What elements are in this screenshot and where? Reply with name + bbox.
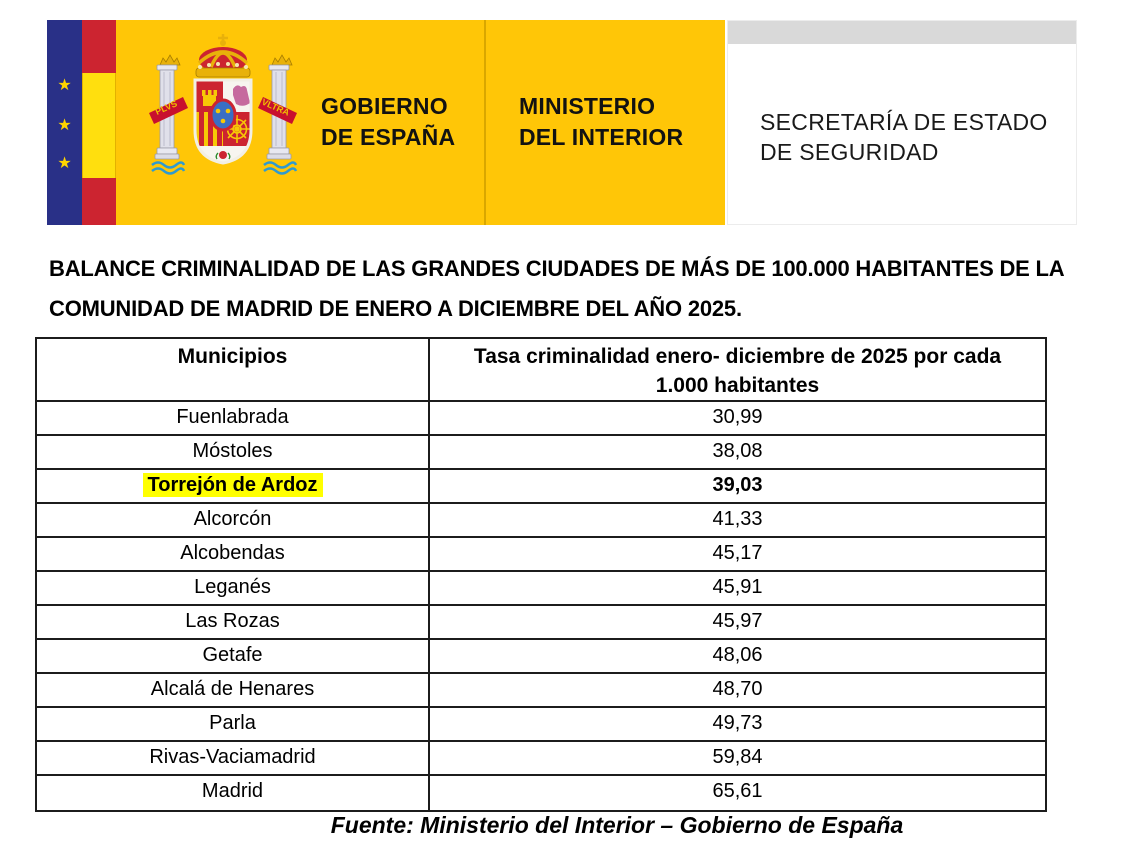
page-title-line2: COMUNIDAD DE MADRID DE ENERO A DICIEMBRE DEL AÑO 2025.: [49, 296, 742, 321]
eu-star-icon: ★: [57, 155, 72, 172]
tasa-cell: 45,97: [712, 610, 763, 632]
eu-star-icon: ★: [57, 77, 72, 94]
eu-flag-band: [47, 20, 82, 225]
table-row: [37, 742, 1045, 776]
municipio-name: Fuenlabrada: [176, 406, 289, 428]
municipio-cell: [37, 708, 430, 740]
column-header-tasa-line2: 1.000 habitantes: [655, 374, 820, 397]
table-row: [37, 504, 1045, 538]
ministerio-line2: DEL INTERIOR: [519, 124, 684, 150]
motto-ultra: VLTRA: [260, 96, 292, 118]
table-row: [37, 674, 1045, 708]
crime-table-body: [37, 402, 1045, 810]
flag-red-top: [82, 20, 116, 73]
municipio-name: Madrid: [201, 780, 264, 802]
municipio-name: Torrejón de Ardoz: [143, 473, 323, 497]
municipio-cell: [37, 504, 430, 536]
ministerio-line1: MINISTERIO: [519, 93, 656, 119]
secretaria-line1: SECRETARÍA DE ESTADO: [760, 109, 1048, 135]
gobierno-line2: DE ESPAÑA: [321, 124, 456, 150]
government-header: [47, 20, 1077, 225]
table-row: [37, 402, 1045, 436]
secretaria-panel: [727, 20, 1077, 225]
eu-star-icon: ★: [57, 117, 72, 134]
gobierno-line1: GOBIERNO: [321, 93, 448, 119]
tasa-cell: 45,91: [712, 576, 763, 598]
column-header-tasa: [430, 339, 1045, 400]
municipio-name: Alcorcón: [193, 508, 272, 530]
spain-coat-of-arms-icon: [148, 31, 298, 193]
municipio-cell: [37, 538, 430, 570]
tasa-cell: 45,17: [712, 542, 763, 564]
royal-crown-icon: [196, 34, 250, 77]
municipio-cell: [37, 776, 430, 810]
ministerio-title: [519, 91, 683, 153]
tasa-cell: 49,73: [712, 712, 763, 734]
column-header-tasa-line1: Tasa criminalidad enero- diciembre de 2025 por cada: [473, 345, 1002, 368]
municipio-cell: [37, 436, 430, 468]
tasa-cell: 38,08: [712, 440, 763, 462]
table-row: [37, 470, 1045, 504]
spain-flag-band: [82, 20, 116, 225]
ministerio-block: [486, 20, 725, 225]
gray-top-bar: [728, 21, 1076, 44]
page-title-line1: BALANCE CRIMINALIDAD DE LAS GRANDES CIUDADES DE MÁS DE 100.000 HABITANTES DE LA: [49, 256, 1065, 281]
tasa-cell: 59,84: [712, 746, 763, 768]
tasa-cell: 48,06: [712, 644, 763, 666]
table-row: [37, 708, 1045, 742]
motto-plus: PLVS: [153, 98, 179, 117]
flag-yellow-middle: [82, 73, 116, 178]
municipio-name: Rivas-Vaciamadrid: [149, 746, 316, 768]
municipio-cell: [37, 402, 430, 434]
municipio-cell: [37, 742, 430, 774]
municipio-cell: [37, 640, 430, 672]
municipio-name: Las Rozas: [185, 610, 280, 632]
tasa-cell: 30,99: [712, 406, 763, 428]
municipio-name: Móstoles: [192, 440, 273, 462]
gobierno-block: [116, 20, 484, 225]
secretaria-line2: DE SEGURIDAD: [760, 139, 939, 165]
column-header-municipios: Municipios: [37, 339, 430, 400]
municipio-cell: [37, 606, 430, 638]
municipio-cell: [37, 674, 430, 706]
table-row: [37, 776, 1045, 810]
flag-red-bottom: [82, 178, 116, 225]
gobierno-title: [321, 91, 455, 153]
tasa-cell: 65,61: [712, 780, 763, 802]
tasa-cell: 39,03: [712, 474, 763, 496]
table-row: [37, 640, 1045, 674]
municipio-name: Leganés: [194, 576, 271, 598]
table-header-row: [37, 339, 1045, 402]
table-row: [37, 572, 1045, 606]
source-note: Fuente: Ministerio del Interior – Gobierno de España: [330, 812, 904, 838]
table-row: [37, 606, 1045, 640]
page-title: [49, 249, 1109, 329]
table-row: [37, 436, 1045, 470]
municipio-cell: [37, 470, 430, 502]
municipio-name: Alcalá de Henares: [150, 678, 315, 700]
municipio-name: Getafe: [202, 644, 263, 666]
tasa-cell: 41,33: [712, 508, 763, 530]
municipio-name: Alcobendas: [180, 542, 285, 564]
secretaria-title: [760, 107, 1048, 167]
crime-rate-table: [35, 337, 1047, 812]
municipio-name: Parla: [209, 712, 256, 734]
municipio-cell: [37, 572, 430, 604]
tasa-cell: 48,70: [712, 678, 763, 700]
table-row: [37, 538, 1045, 572]
